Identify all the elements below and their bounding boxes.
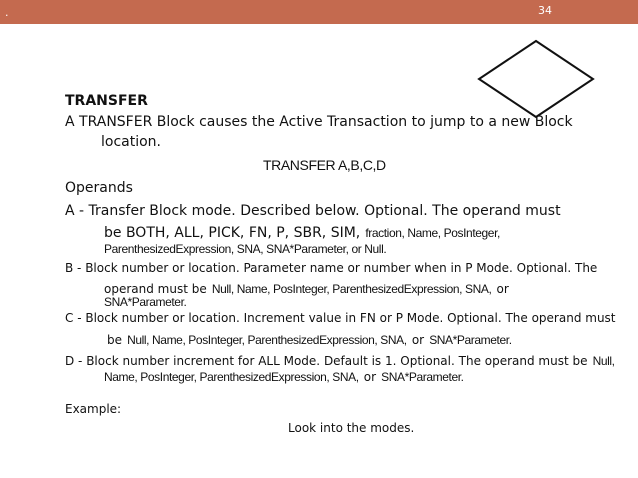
header-dot: . — [5, 6, 9, 19]
header-bar — [0, 0, 638, 24]
page-number: 34 — [538, 4, 552, 17]
operand-b-line3: SNA*Parameter. — [104, 295, 187, 309]
operand-a-line3: ParenthesizedExpression, SNA, SNA*Parameter, or Null. — [104, 242, 387, 256]
operand-d-line2 — [104, 367, 464, 385]
operand-b-types: Null, Name, PosInteger, ParenthesizedExpression, SNA, — [211, 282, 492, 296]
decision-diamond-shape — [476, 38, 596, 120]
operand-b-line1: B - Block number or location. Parameter name or number when in P Mode. Optional. The — [65, 261, 598, 275]
operand-d-null: Null, — [592, 354, 615, 368]
operand-a-line2 — [104, 223, 500, 241]
operand-c-line1: C - Block number or location. Increment value in FN or P Mode. Optional. The operand must — [65, 311, 616, 325]
example-note: Look into the modes. — [288, 421, 415, 435]
operand-c-sna-parameter: SNA*Parameter. — [429, 333, 512, 347]
operand-b-prefix: operand must be — [104, 282, 207, 296]
intro-text-line2: location. — [101, 134, 161, 150]
operand-a-modes: be BOTH, ALL, PICK, FN, P, SBR, SIM, — [104, 225, 361, 241]
operand-d-sna-parameter: SNA*Parameter. — [381, 370, 464, 384]
transfer-syntax: TRANSFER A,B,C,D — [263, 157, 386, 173]
example-label: Example: — [65, 402, 122, 416]
operand-a-line1: A - Transfer Block mode. Described below. Optional. The operand must — [65, 203, 561, 219]
operand-b-or: or — [496, 282, 509, 296]
intro-text-line1: A TRANSFER Block causes the Active Transaction to jump to a new Block — [65, 114, 573, 130]
operands-heading: Operands — [65, 180, 133, 196]
operand-c-prefix: be — [107, 333, 122, 347]
operand-d-text: D - Block number increment for ALL Mode. Default is 1. Optional. The operand must be — [65, 354, 588, 368]
operand-d-or: or — [363, 370, 377, 384]
operand-c-line2 — [107, 330, 512, 348]
operand-d-types: Name, PosInteger, ParenthesizedExpression, SNA, — [104, 370, 359, 384]
slide-title: TRANSFER — [65, 93, 148, 109]
operand-a-types: fraction, Name, PosInteger, — [365, 226, 500, 240]
operand-c-or: or — [411, 333, 425, 347]
operand-c-types: Null, Name, PosInteger, ParenthesizedExpression, SNA, — [127, 333, 407, 347]
